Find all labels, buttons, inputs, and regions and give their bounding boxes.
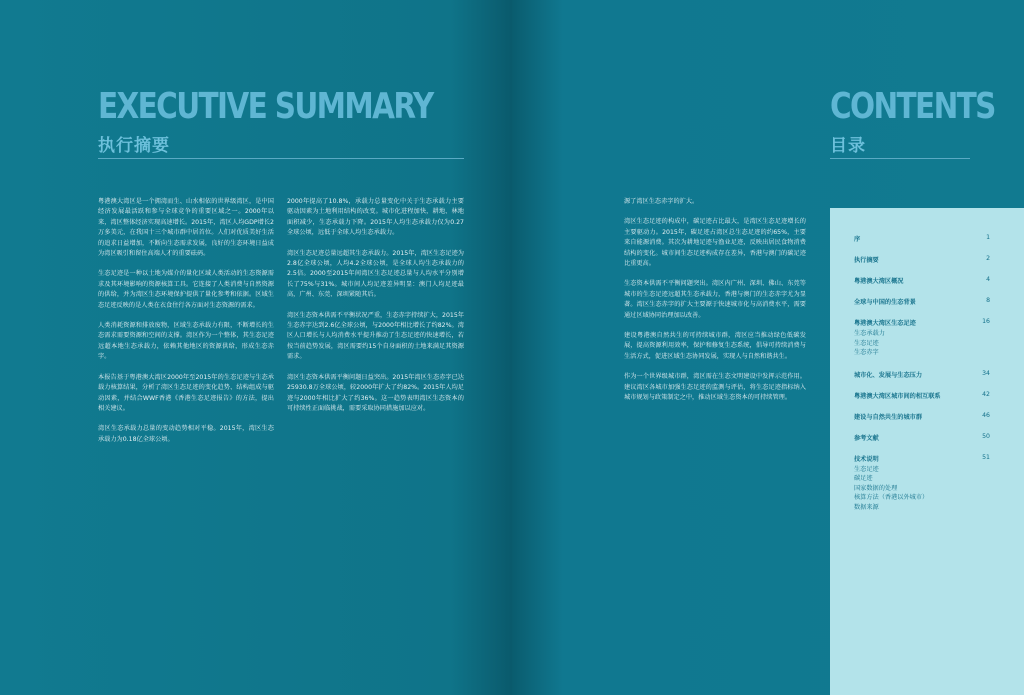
paragraph: 湾区生态足迹的构成中，碳足迹占比最大，是湾区生态足迹增长的主要驱动力。2015年，碳足迹占湾区总生态足迹的约65%，主要来自能源消费。其次为耕地足迹与渔业足迹，反映出居民食物消费结构的变化。城市间生态足迹构成存在差异，香港与澳门的碳足迹比重更高。 (624, 218, 806, 268)
summary-column-3 (624, 197, 806, 414)
toc-label: 建设与自然共生的城市群 (854, 413, 923, 421)
toc-subitem[interactable]: 生态承载力 (854, 330, 885, 337)
toc-page: 46 (982, 411, 990, 419)
toc-entry[interactable] (854, 433, 990, 442)
contents-title-cn: 目录 (830, 136, 866, 156)
table-of-contents (854, 234, 990, 524)
title-rule (830, 158, 970, 159)
toc-label: 执行摘要 (854, 257, 879, 264)
toc-page: 51 (982, 453, 990, 461)
toc-label: 粤港澳大湾区城市间的相互联系 (854, 392, 941, 400)
toc-label: 粤港澳大湾区生态足迹 (854, 320, 916, 327)
toc-label: 参考文献 (854, 434, 879, 442)
toc-subitem[interactable]: 生态足迹 (854, 339, 879, 347)
toc-subitem[interactable]: 碳足迹 (854, 475, 873, 482)
toc-entry[interactable] (854, 255, 990, 264)
toc-entry[interactable] (854, 370, 990, 379)
paragraph: 湾区生态资本供需不平衡状况严重，生态赤字持续扩大，2015年生态赤字达到2.6亿全球公顷，与2000年相比增长了约82%。湾区人口增长与人均消费水平提升推动了生态足迹的快速增长，若按当前趋势发展，湾区需要约15个自身面积的土地来满足其资源需求。 (287, 311, 464, 361)
toc-page: 2 (986, 255, 990, 262)
toc-label: 技术说明 (854, 455, 879, 463)
toc-entry[interactable] (854, 391, 990, 400)
executive-summary-title-cn: 执行摘要 (98, 136, 170, 156)
toc-label: 粤港澳大湾区概况 (854, 278, 904, 285)
toc-page: 42 (982, 390, 990, 398)
summary-column-2 (287, 197, 464, 424)
paragraph: 建设粤港澳自然共生的可持续城市群，湾区应当推动绿色低碳发展，提高资源利用效率，保护和修复生态系统，倡导可持续消费与生活方式，促进区域生态协同发展，实现人与自然和谐共生。 (624, 332, 806, 360)
toc-page: 34 (982, 369, 990, 377)
paragraph: 湾区生态承载力总量的变动趋势相对平稳。2015年，湾区生态承载力为0.18亿全球公顷。 (98, 425, 274, 443)
toc-entry[interactable] (854, 297, 990, 306)
toc-entry[interactable] (854, 454, 990, 513)
contents-title: CONTENTS (830, 86, 995, 127)
toc-page: 50 (982, 432, 990, 440)
paragraph: 2000年提高了10.8%，承载力总量变化中关于生态承载力主要驱动因素为土地利用结构的改变。城市化进程加快，耕地、林地面积减少，生态承载力下降。2015年人均生态承载力仅为0.27全球公顷，远低于全球人均生态承载力。 (287, 198, 464, 237)
paragraph: 生态资本供需不平衡问题突出。湾区内广州、深圳、佛山、东莞等城市的生态足迹远超其生态承载力，香港与澳门的生态赤字尤为显著。湾区生态赤字的扩大主要源于快速城市化与高消费水平，需要通过区域协同治理加以改善。 (624, 280, 806, 319)
right-page (512, 0, 1024, 695)
toc-label: 序 (854, 236, 861, 243)
toc-subitem[interactable]: 生态赤字 (854, 349, 879, 356)
paragraph: 生态足迹是一种以土地为媒介的量化区域人类活动的生态资源需求及其环境影响的资源核算工具。它连接了人类消费与自然资源的供给，并为湾区生态环境保护提供了量化参考和依据。区域生态足迹反映的是人类在衣食住行各方面对生态资源的需求。 (98, 270, 274, 309)
title-rule (98, 158, 464, 159)
toc-label: 城市化、发展与生态压力 (854, 371, 923, 379)
toc-label: 全球与中国的生态背景 (854, 299, 916, 306)
toc-subitem[interactable]: 生态足迹 (854, 465, 879, 473)
toc-page: 16 (982, 318, 990, 325)
paragraph: 作为一个世界级城市群，湾区需在生态文明建设中发挥示范作用。建议湾区各城市加强生态足迹的监测与评估，将生态足迹指标纳入城市规划与政策制定之中，推动区域生态资本的可持续管理。 (624, 373, 806, 402)
toc-entry[interactable] (854, 412, 990, 421)
paragraph: 湾区生态资本供需平衡问题日益突出。2015年湾区生态赤字已达25930.8万全球公顷，较2000年扩大了约82%。2015年人均足迹与2000年相比扩大了约36%。这一趋势表明湾区生态资本的可持续性正面临挑战，需要采取协同措施加以应对。 (287, 373, 464, 412)
toc-subitem[interactable]: 数据来源 (854, 503, 879, 511)
executive-summary-title: EXECUTIVE SUMMARY (98, 86, 433, 127)
paragraph: 湾区生态足迹总量远超其生态承载力。2015年，湾区生态足迹为2.8亿全球公顷，人均4.2全球公顷，是全球人均生态承载力的2.5倍。2000至2015年间湾区生态足迹总量与人均水平分别增长了75%与31%。城市间人均足迹差异明显：澳门人均足迹最高，广州、东莞、深圳紧随其后。 (287, 249, 464, 299)
toc-page: 4 (986, 276, 990, 283)
contents-panel (830, 208, 1024, 695)
toc-entry[interactable] (854, 234, 990, 243)
toc-page: 1 (986, 234, 990, 241)
summary-column-1 (98, 197, 274, 455)
toc-page: 8 (986, 297, 990, 304)
toc-subitem[interactable]: 核算方法（香港以外城市） (854, 494, 929, 501)
toc-subitem[interactable]: 国家数据的处理 (854, 484, 898, 492)
paragraph: 源了湾区生态赤字的扩大。 (624, 198, 699, 205)
paragraph: 粤港澳大湾区是一个拥湾而生、山水相依的世界级湾区，是中国经济发展最活跃和参与全球竞争的重要区域之一。2000年以来，湾区整体经济实现高速增长。2015年，湾区人均GDP增长2万多美元，在我国十三个城市群中居首位。人们对优质美好生活的追求日益增加，不断向生态需求发展，良好的生态环境日益成为湾区吸引和留住高端人才的重要砝码。 (98, 198, 274, 258)
paragraph: 人类消耗资源和排放废物，区域生态承载力有限，不断增长的生态需求需要资源和空间的支撑。湾区作为一个整体，其生态足迹远超本地生态承载力，依赖其他地区的资源供给，形成生态赤字。 (98, 322, 274, 361)
toc-entry[interactable] (854, 276, 990, 285)
toc-entry[interactable] (854, 318, 990, 358)
paragraph: 本报告基于粤港澳大湾区2000年至2015年的生态足迹与生态承载力核算结果，分析了湾区生态足迹的变化趋势、结构组成与驱动因素，并结合WWF香港《香港生态足迹报告》的方法，提出相关建议。 (98, 373, 274, 412)
